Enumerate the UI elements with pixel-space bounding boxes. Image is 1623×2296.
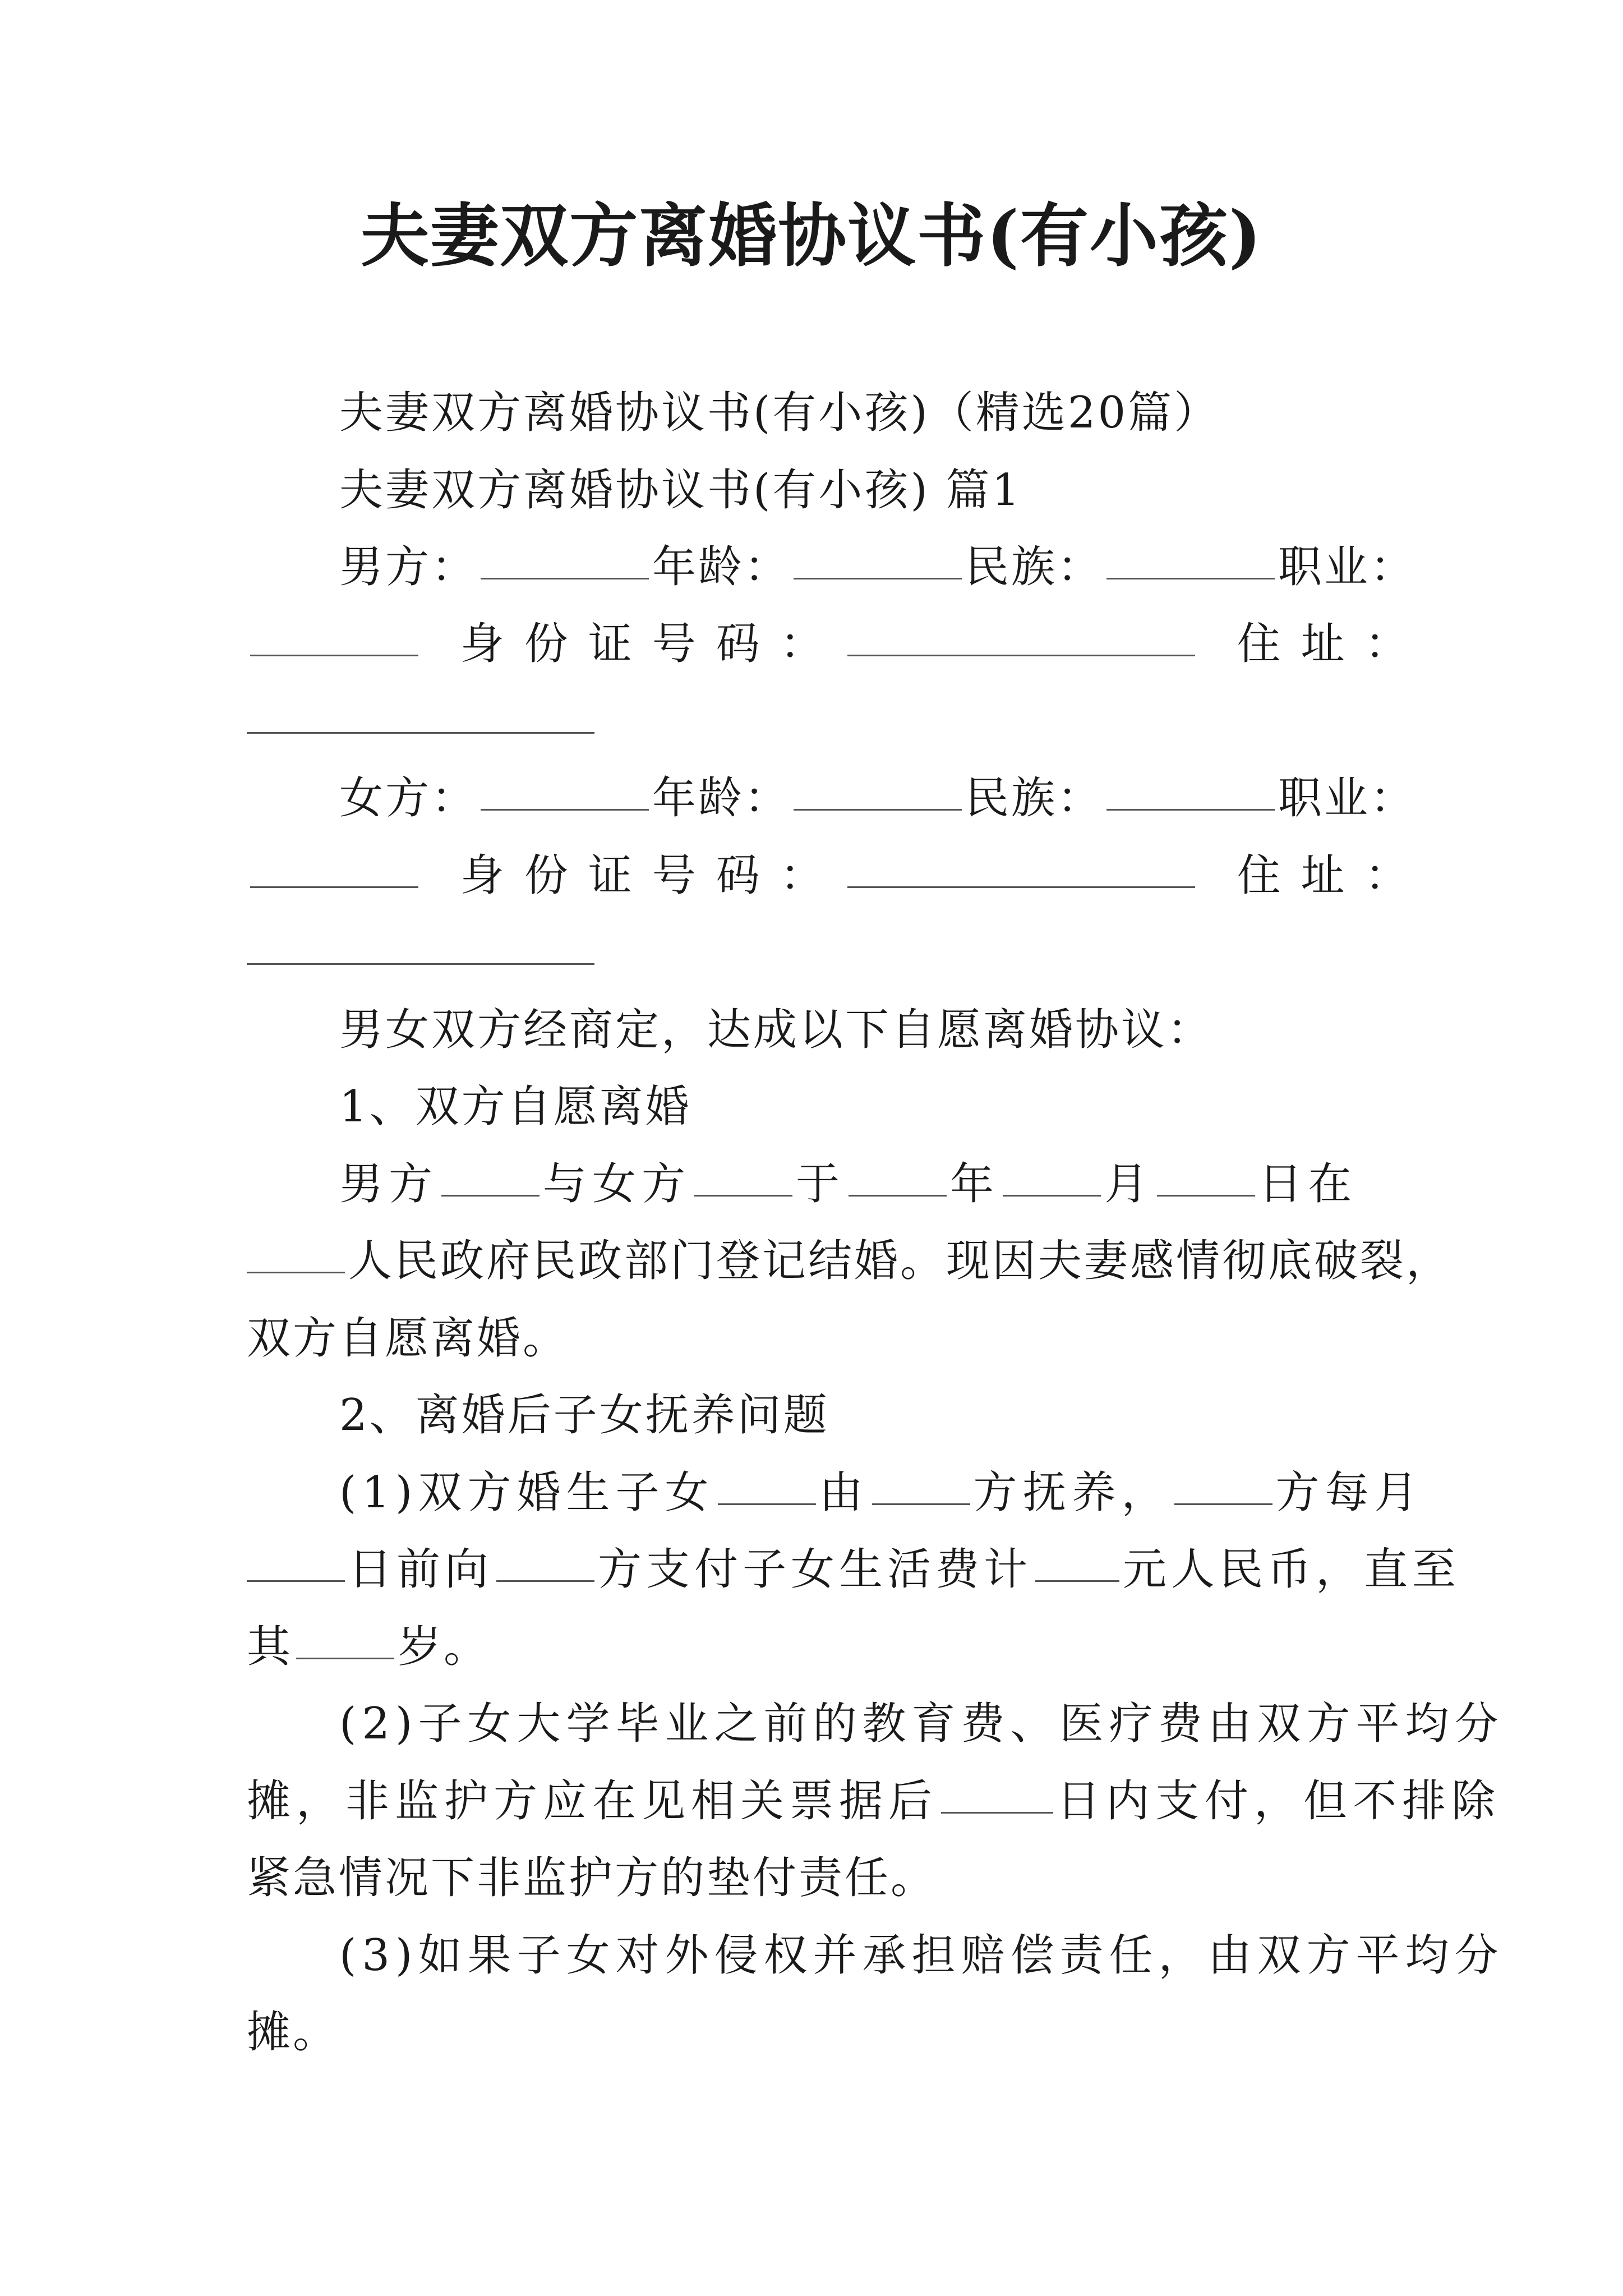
section1-heading: 1、双方自愿离婚	[339, 1082, 691, 1132]
male-address-blank	[247, 731, 594, 734]
male-id-label: 身份证号码：	[460, 619, 844, 669]
female-age-label: 年龄：	[652, 773, 791, 823]
section1-line-1	[339, 1146, 1396, 1223]
section2-p1-text-f: 方支付子女生活费计	[598, 1544, 1032, 1595]
section2-p1-blank-child	[718, 1503, 816, 1505]
section2-p1-blank-guardian	[872, 1503, 970, 1505]
male-id-blank	[847, 654, 1195, 656]
section2-p1-line-2	[247, 1531, 1461, 1608]
female-info-line-3	[247, 914, 1396, 991]
section2-p1-text-d: 方每月	[1275, 1467, 1424, 1518]
female-ethnicity-blank	[1106, 808, 1275, 811]
section1-text-on: 于	[796, 1159, 846, 1209]
male-info-line-2	[247, 606, 1429, 683]
section1-blank-place	[247, 1271, 345, 1273]
female-name-blank	[481, 808, 649, 811]
section1-text-month: 月	[1104, 1159, 1154, 1209]
section2-p1-text-a: (1)双方婚生子女	[339, 1467, 714, 1518]
female-id-label: 身份证号码：	[460, 850, 844, 901]
male-info-line-1	[339, 529, 1417, 606]
section2-p1-text-h: 其	[247, 1622, 293, 1672]
male-occupation-blank	[250, 654, 418, 656]
section2-p1-line-3	[247, 1609, 1396, 1686]
section2-p1-blank-payer	[1174, 1503, 1272, 1505]
section2-p2-line-3: 紧急情况下非监护方的垫付责任。	[247, 1853, 937, 1903]
male-label: 男方：	[339, 542, 478, 592]
chapter-heading: 夫妻双方离婚协议书(有小孩) 篇1	[339, 465, 1022, 516]
section2-p2-line-2	[247, 1763, 1501, 1840]
document-title: 夫妻双方离婚协议书(有小孩)	[361, 195, 1262, 276]
section2-p1-text-e: 日前向	[348, 1544, 494, 1595]
section1-line-3: 双方自愿离婚。	[247, 1313, 569, 1364]
female-id-blank	[847, 886, 1195, 888]
female-address-blank	[247, 963, 594, 965]
male-ethnicity-blank	[1106, 577, 1275, 579]
section1-text-registered: 人民政府民政部门登记结婚。现因夫妻感情彻底破裂，	[348, 1236, 1453, 1286]
female-occupation-blank	[250, 886, 418, 888]
section1-line-2	[247, 1223, 1453, 1300]
section1-blank-month	[1003, 1194, 1101, 1197]
section2-p1-blank-day	[247, 1580, 345, 1582]
female-ethnicity-label: 民族：	[965, 773, 1104, 823]
section2-p1-text-i: 岁。	[398, 1622, 490, 1672]
female-info-line-1	[339, 760, 1417, 837]
section2-p3-line-2: 摊。	[247, 2007, 339, 2058]
section2-p1-text-c: 方抚养，	[973, 1467, 1171, 1518]
male-age-label: 年龄：	[652, 542, 791, 592]
section2-p2-line-1: (2)子女大学毕业之前的教育费、医疗费由双方平均分	[339, 1699, 1504, 1749]
intro-paragraph: 男女双方经商定，达成以下自愿离婚协议：	[339, 1005, 1214, 1055]
male-occupation-label: 职业：	[1278, 542, 1417, 592]
male-ethnicity-label: 民族：	[965, 542, 1104, 592]
female-address-label: 住址：	[1237, 850, 1429, 901]
section2-p1-blank-age	[296, 1657, 394, 1659]
male-info-line-3	[247, 683, 1396, 760]
section1-blank-male	[441, 1194, 540, 1197]
female-occupation-label: 职业：	[1278, 773, 1417, 823]
male-age-blank	[794, 577, 962, 579]
section2-p1-text-b: 由	[819, 1467, 869, 1518]
section1-blank-day	[1157, 1194, 1255, 1197]
section2-p3-line-1: (3)如果子女对外侵权并承担赔偿责任，由双方平均分	[339, 1930, 1504, 1981]
section1-text-day: 日在	[1258, 1159, 1358, 1209]
section2-p1-text-g: 元人民币，直至	[1123, 1544, 1461, 1595]
male-address-label: 住址：	[1237, 619, 1429, 669]
female-age-blank	[794, 808, 962, 811]
section2-heading: 2、离婚后子女抚养问题	[339, 1390, 829, 1441]
section1-text-male: 男方	[339, 1159, 439, 1209]
subtitle: 夫妻双方离婚协议书(有小孩)（精选20篇）	[339, 388, 1220, 438]
section2-p2-text-b: 摊，非监护方应在见相关票据后	[247, 1776, 938, 1826]
section2-p2-blank-days	[941, 1811, 1053, 1814]
female-label: 女方：	[339, 773, 478, 823]
section2-p2-text-c: 日内支付，但不排除	[1057, 1776, 1501, 1826]
section2-p1-line-1	[339, 1455, 1424, 1531]
section1-text-year: 年	[950, 1159, 1000, 1209]
section1-text-female: 与女方	[543, 1159, 691, 1209]
section1-blank-female	[694, 1194, 792, 1197]
female-info-line-2	[247, 838, 1429, 914]
section2-p1-blank-amount	[1035, 1580, 1119, 1582]
section1-blank-year	[849, 1194, 947, 1197]
male-name-blank	[481, 577, 649, 579]
section2-p1-blank-recipient	[496, 1580, 594, 1582]
